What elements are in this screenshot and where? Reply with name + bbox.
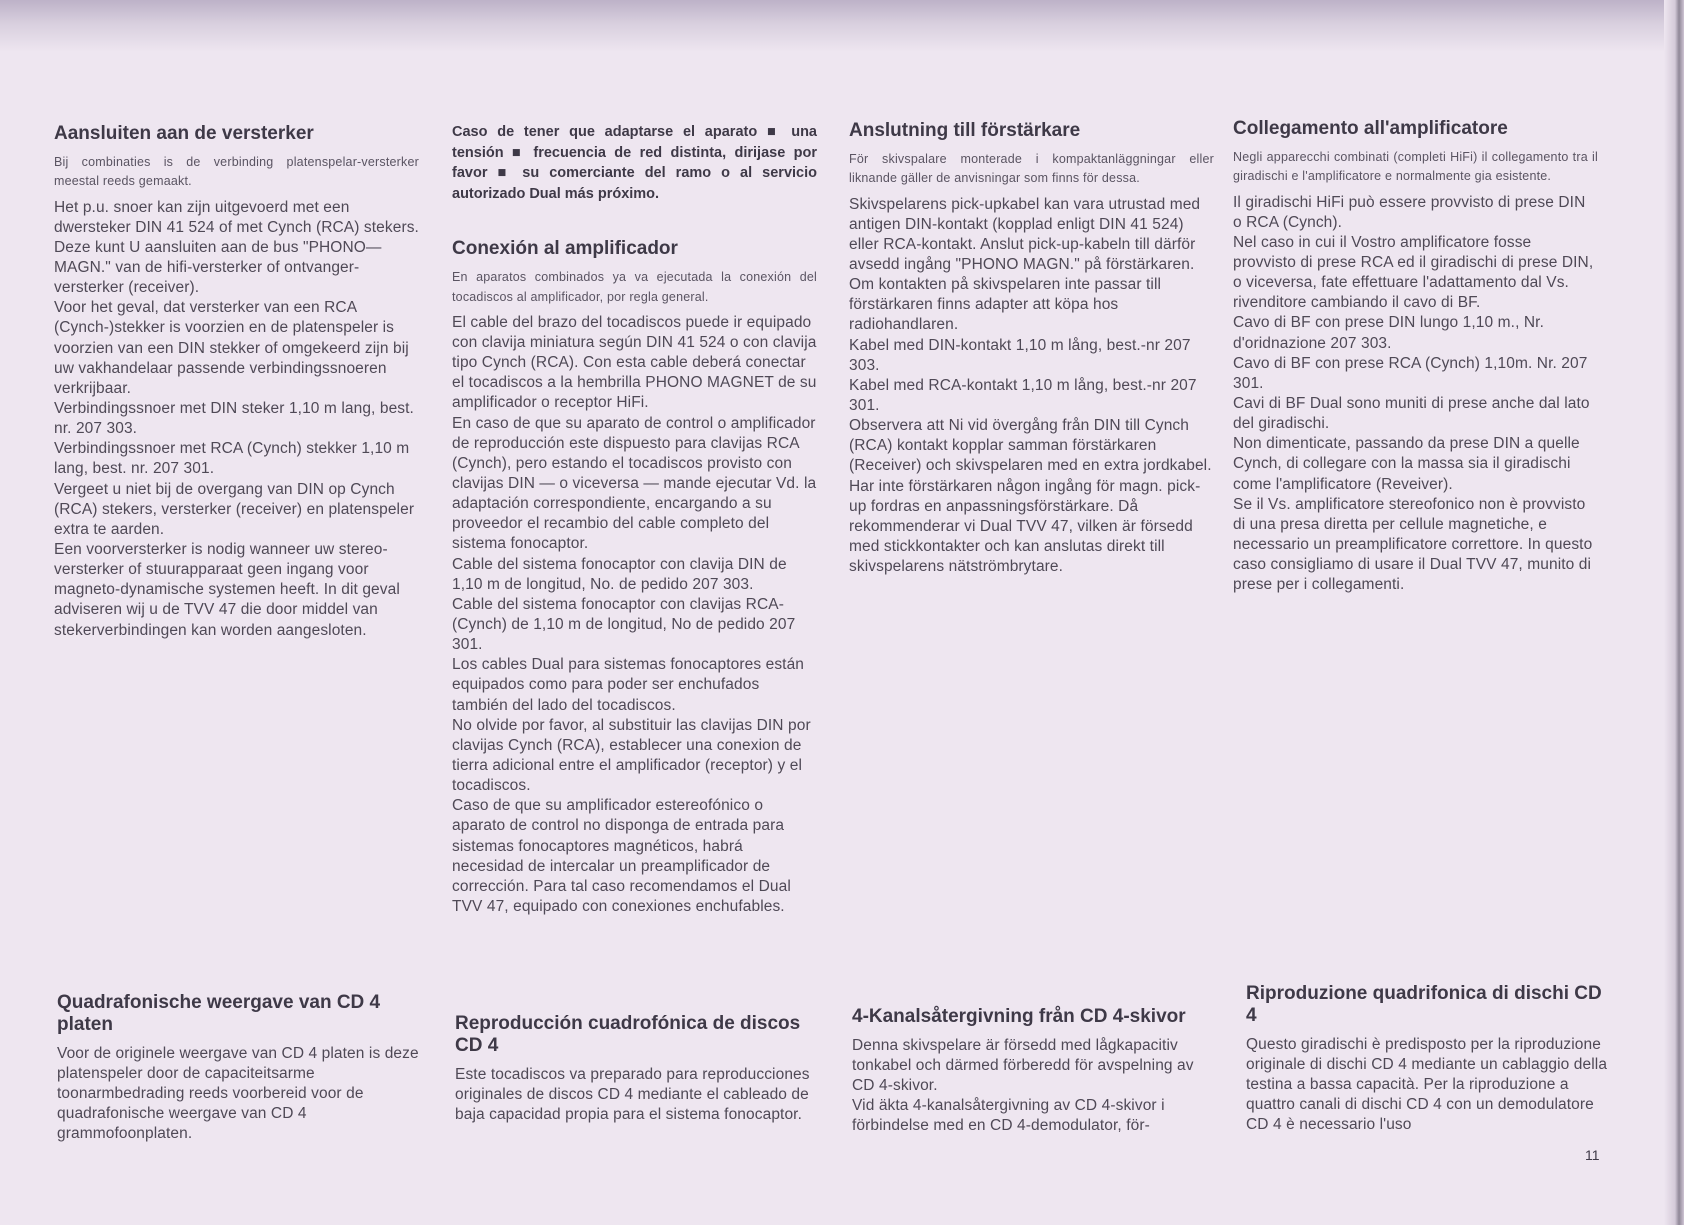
paragraph: En caso de que su aparato de control o amplificador de reproducción este dispuesto para clavijas RCA (Cynch), pero estando el tocadiscos provisto con clavijas DIN — o viceversa — mande ejecutar Vd. la adaptación correspondiente, encargando a su proveedor el recambio del cable completo del sistema fonocaptor. xyxy=(452,414,817,553)
section-body xyxy=(57,1044,422,1145)
voltage-notice: Caso de tener que adaptarse el aparato ■ una tensión ■ frecuencia de red distinta, dirijase por favor ■ su comerciante del ramo o al servicio autorizado Dual más próximo. xyxy=(452,124,817,202)
section-title: 4-Kanalsåtergivning från CD 4-skivor xyxy=(852,1006,1186,1027)
paragraph: Voor het geval, dat versterker van een RCA (Cynch-)stekker is voorzien en de platenspeler is voorzien van een DIN stekker of omgekeerd zijn bij uw vakhandelaar passende verbindingssnoeren verkrijbaar. xyxy=(54,299,409,397)
paragraph: Verbindingssnoer met RCA (Cynch) stekker 1,10 m lang, best. nr. 207 301. xyxy=(54,440,410,478)
section-title: Aansluiten aan de versterker xyxy=(54,123,314,144)
section-title: Collegamento all'amplificatore xyxy=(1233,118,1508,139)
paragraph: Questo giradischi è predisposto per la riproduzione originale di dischi CD 4 mediante un cablaggio della testina a bassa capacità. Per la riproduzione a quattro canali di dischi CD 4 con un demodulatore CD 4 è necessario l'uso xyxy=(1246,1035,1608,1134)
page-binding-edge xyxy=(1664,0,1684,1225)
paragraph: Cavo di BF con prese DIN lungo 1,10 m., Nr. d'oridnazione 207 303. xyxy=(1233,314,1544,352)
paragraph: Los cables Dual para sistemas fonocaptores están equipados como para poder ser enchufados también del lado del tocadiscos. xyxy=(452,656,805,714)
column-swedish-bottom xyxy=(852,1006,1217,1137)
paragraph: El cable del brazo del tocadiscos puede ir equipado con clavija miniatura según DIN 41 524 o con clavija tipo Cynch (RCA). Con esta cable deberá conectar el tocadiscos a la hembrilla PHONO MAGNET de su amplificador o receptor HiFi. xyxy=(452,313,817,412)
paragraph: Voor de originele weergave van CD 4 platen is deze platenspeler door de capaciteitsarme toonarmbedrading reeds voorbereid voor de quadrafonische weergave van CD 4 grammofoonplaten. xyxy=(57,1044,419,1143)
paragraph: Observera att Ni vid övergång från DIN till Cynch (RCA) kontakt kopplar samman förstärkaren (Receiver) och skivspelaren med en extra jordkabel. xyxy=(849,417,1212,475)
section-title: Anslutning till förstärkare xyxy=(849,120,1081,141)
paragraph: Het p.u. snoer kan zijn uitgevoerd met een dwersteker DIN 41 524 of met Cynch (RCA) stekers. Deze kunt U aansluiten aan de bus "PHONO—MAGN." van de hifi-versterker of ontvanger-versterker (receiver). xyxy=(54,198,419,297)
section-body xyxy=(452,313,817,917)
paragraph: Kabel med RCA-kontakt 1,10 m lång, best.-nr 207 301. xyxy=(849,376,1197,414)
paragraph: Vergeet u niet bij de overgang van DIN op Cynch (RCA) stekers, versterker (receiver) en platenspeler extra te aarden. xyxy=(54,480,415,538)
paragraph: Non dimenticate, passando da prese DIN a quelle Cynch, di collegare con la massa sia il giradischi come l'amplificatore (Reveiver). xyxy=(1233,435,1580,493)
paragraph: Se il Vs. amplificatore stereofonico non è provvisto di una presa diretta per cellule magnetiche, e necessario un preamplificatore correttore. In questo caso consigliamo di usare il Dual TVV 47, munito di prese per i collegamenti. xyxy=(1233,495,1593,594)
section-title: Conexión al amplificador xyxy=(452,238,678,260)
paragraph: Cavo di BF con prese RCA (Cynch) 1,10m. Nr. 207 301. xyxy=(1233,354,1588,392)
column-dutch xyxy=(54,123,419,641)
section-title: Riproduzione quadrifonica di dischi CD 4 xyxy=(1246,983,1602,1026)
paragraph: Nel caso in cui il Vostro amplificatore fosse provvisto di prese RCA ed il giradischi di prese DIN, o viceversa, fate effettuare l'adattamento dal Vs. rivenditore cambiando il cavo di BF. xyxy=(1233,233,1594,312)
paragraph: Kabel med DIN-kontakt 1,10 m lång, best.-nr 207 303. xyxy=(849,336,1191,374)
paragraph: Cable del sistema fonocaptor con clavijas RCA-(Cynch) de 1,10 m de longitud, No de pedido 207 301. xyxy=(452,595,796,654)
section-intro: Bij combinaties is de verbinding platenspelar-versterker meestal reeds gemaakt. xyxy=(54,154,419,189)
paragraph: Cable del sistema fonocaptor con clavija DIN de 1,10 m de longitud, No. de pedido 207 303. xyxy=(452,555,787,593)
column-swedish xyxy=(849,120,1214,577)
section-title: Reproducción cuadrofónica de discos CD 4 xyxy=(455,1013,801,1056)
section-intro: Negli apparecchi combinati (completi HiFi) il collegamento tra il giradischi e l'amplificatore e normalmente gia esistente. xyxy=(1233,149,1598,184)
section-body xyxy=(54,198,419,641)
section-intro: En aparatos combinados ya va ejecutada la conexión del tocadiscos al amplificador, por regla general. xyxy=(452,270,817,304)
paragraph: Vid äkta 4-kanalsåtergivning av CD 4-skivor i förbindelse med en CD 4-demodulator, för- xyxy=(852,1097,1165,1135)
paragraph: Verbindingssnoer met DIN steker 1,10 m lang, best. nr. 207 303. xyxy=(54,400,414,438)
column-italian xyxy=(1233,118,1598,595)
column-spanish-bottom xyxy=(455,1013,820,1125)
paragraph: Il giradischi HiFi può essere provvisto di prese DIN o RCA (Cynch). xyxy=(1233,193,1586,231)
section-body xyxy=(1233,193,1598,596)
section-intro: För skivspalare monterade i kompaktanläggningar eller liknande gäller de anvisningar som finns för dessa. xyxy=(849,151,1214,186)
paragraph: Har inte förstärkaren någon ingång för magn. pick-up fordras en anpassningsförstärkare. Då rekommenderar vi Dual TVV 47, vilken är försedd med stickkontakter och kan anslutas direkt till skivspelarens nätströmbrytare. xyxy=(849,477,1201,576)
paragraph: Caso de que su amplificador estereofónico o aparato de control no disponga de entrada para sistemas fonocaptores magnéticos, habrá necesidad de intercalar un preamplificador de corrección. Para tal caso recomendamos el Dual TVV 47, equipado con conexiones enchufables. xyxy=(452,797,791,915)
column-dutch-bottom xyxy=(57,992,422,1144)
section-body xyxy=(852,1036,1217,1137)
paragraph: Om kontakten på skivspelaren inte passar till förstärkaren finns adapter att köpa hos radiohandlaren. xyxy=(849,276,1162,334)
paragraph: Een voorversterker is nodig wanneer uw stereo-versterker of stuurapparaat geen ingang voor magneto-dynamische systemen heeft. In dit geval adviseren wij u de TVV 47 die door middel van stekerverbindingen kan worden aangesloten. xyxy=(54,540,400,639)
column-spanish xyxy=(452,122,817,917)
paragraph: Skivspelarens pick-upkabel kan vara utrustad med antigen DIN-kontakt (kopplad enligt DIN 41 524) eller RCA-kontakt. Anslut pick-up-kabeln till därför avsedd ingång "PHONO MAGN." på förstärkaren. xyxy=(849,195,1201,274)
page-number: 11 xyxy=(1585,1147,1600,1163)
section-body xyxy=(455,1065,820,1125)
section-body xyxy=(1246,1035,1611,1136)
column-italian-bottom xyxy=(1246,983,1611,1135)
page-top-shadow xyxy=(0,0,1684,52)
section-body xyxy=(849,195,1214,578)
paragraph: No olvide por favor, al substituir las clavijas DIN por clavijas Cynch (RCA), establecer una conexion de tierra adicional entre el amplificador (receptor) y el tocadiscos. xyxy=(452,716,811,795)
section-title: Quadrafonische weergave van CD 4 platen xyxy=(57,992,381,1035)
paragraph: Este tocadiscos va preparado para reproducciones originales de discos CD 4 mediante el cableado de baja capacidad propia para el sistema fonocaptor. xyxy=(455,1065,810,1123)
paragraph: Denna skivspelare är försedd med lågkapacitiv tonkabel och därmed förberedd för avspelning av CD 4-skivor. xyxy=(852,1036,1194,1095)
paragraph: Cavi di BF Dual sono muniti di prese anche dal lato del giradischi. xyxy=(1233,395,1590,433)
